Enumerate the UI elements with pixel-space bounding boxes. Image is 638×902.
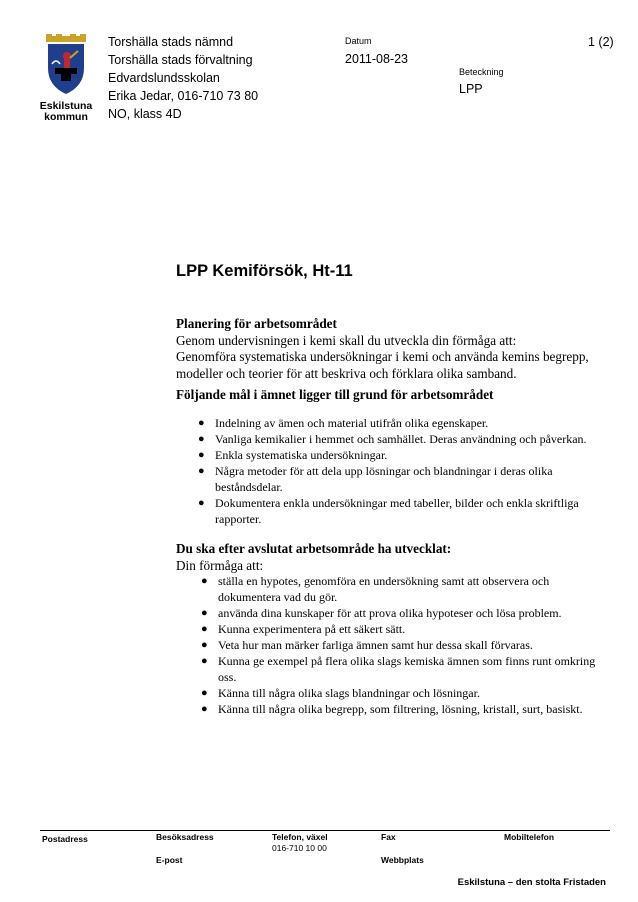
reference-label: Beteckning	[459, 67, 504, 77]
goal-text: Dokumentera enkla undersökningar med tabeller, bilder och enkla skriftliga rapporter.	[215, 496, 579, 526]
list-item: ● Indelning av ämen och material utifrån olika egenskaper.	[198, 416, 489, 430]
outcome-text: Veta hur man märker farliga ämnen samt hur dessa skall förvaras.	[218, 638, 533, 652]
eskilstuna-logo	[39, 34, 93, 123]
list-item: ● Några metoder för att dela upp lösningar och blandningar i deras olika beståndsdelar.	[198, 464, 553, 494]
municipality-slogan: Eskilstuna – den stolta Fristaden	[457, 877, 606, 888]
phone-value: 016-710 10 00	[272, 843, 327, 853]
goal-text: Indelning av ämen och material utifrån olika egenskaper.	[215, 416, 489, 430]
list-item: ● Vanliga kemikalier i hemmet och samhället. Deras användning och påverkan.	[198, 432, 587, 446]
fax-label: Fax	[381, 832, 396, 842]
outcome-text: använda dina kunskaper för att prova olika hypoteser och lösa problem.	[218, 606, 562, 620]
planning-line: modeller och teorier för att beskriva och förklara olika samband.	[176, 365, 517, 381]
planning-line: Genom undervisningen i kemi skall du utveckla din förmåga att:	[176, 332, 517, 348]
outcome-text: Känna till några olika slags blandningar och lösningar.	[218, 686, 480, 700]
list-item: ● använda dina kunskaper för att prova olika hypoteser och lösa problem.	[201, 606, 562, 620]
goal-text: Några metoder för att dela upp lösningar och blandningar i deras olika beståndsdelar.	[215, 464, 553, 494]
website-label: Webbplats	[381, 855, 424, 865]
planning-heading: Planering för arbetsområdet	[176, 316, 337, 331]
goals-heading: Följande mål i ämnet ligger till grund för arbetsområdet	[176, 387, 494, 402]
outcome-section-header	[176, 541, 451, 574]
sender-line: Edvardslundsskolan	[108, 71, 220, 85]
logo-text-line1: Eskilstuna	[39, 100, 93, 112]
outcome-text: Känna till några olika begrepp, som filtrering, lösning, kristall, surt, basiskt.	[218, 702, 583, 716]
coat-of-arms-icon	[40, 34, 92, 96]
email-label: E-post	[156, 855, 183, 865]
sender-block	[108, 33, 258, 123]
list-item: ● ställa en hypotes, genomföra en undersökning samt att observera och dokumentera vad du gör.	[201, 574, 550, 604]
date-value: 2011-08-23	[345, 52, 409, 66]
outcome-text: Kunna experimentera på ett säkert sätt.	[218, 622, 406, 636]
list-item: ● Känna till några olika slags blandningar och lösningar.	[201, 686, 480, 700]
goal-text: Vanliga kemikalier i hemmet och samhället. Deras användning och påverkan.	[215, 432, 587, 446]
date-label: Datum	[345, 36, 372, 46]
sender-line: Torshälla stads nämnd	[108, 35, 234, 49]
list-item: ● Enkla systematiska undersökningar.	[198, 448, 388, 462]
outcome-text: ställa en hypotes, genomföra en undersökning samt att observera och dokumentera vad du gör.	[218, 574, 550, 604]
logo-text-line2: kommun	[44, 111, 88, 123]
outcome-heading: Du ska efter avslutat arbetsområde ha utvecklat:	[176, 541, 452, 556]
list-item: ● Dokumentera enkla undersökningar med tabeller, bilder och enkla skriftliga rapporter.	[198, 496, 579, 526]
list-item: ● Kunna ge exempel på flera olika slags kemiska ämnen som finns runt omkring oss.	[201, 654, 596, 684]
goals-list	[198, 415, 595, 527]
sender-line: NO, klass 4D	[108, 107, 182, 121]
outcome-text: Kunna ge exempel på flera olika slags kemiska ämnen som finns runt omkring oss.	[218, 654, 596, 684]
postal-address-label: Postadress	[42, 834, 88, 844]
phone-label: Telefon, växel	[272, 832, 328, 842]
planning-section	[176, 316, 616, 382]
mobile-label: Mobiltelefon	[504, 832, 555, 842]
footer-divider	[40, 830, 610, 831]
outcome-intro: Din förmåga att:	[176, 557, 264, 573]
list-item: ● Veta hur man märker farliga ämnen samt hur dessa skall förvaras.	[201, 638, 533, 652]
goal-text: Enkla systematiska undersökningar.	[215, 448, 388, 462]
sender-line: Torshälla stads förvaltning	[108, 53, 253, 67]
list-item: ● Kunna experimentera på ett säkert sätt.	[201, 622, 406, 636]
document-title: LPP Kemiförsök, Ht-11	[176, 262, 353, 280]
page-number: 1 (2)	[588, 35, 614, 49]
visit-address-label: Besöksadress	[156, 832, 214, 842]
outcomes-list	[201, 573, 613, 717]
list-item: ● Känna till några olika begrepp, som filtrering, lösning, kristall, surt, basiskt.	[201, 702, 583, 716]
planning-line: Genomföra systematiska undersökningar i kemi och använda kemins begrepp,	[176, 349, 589, 364]
sender-line: Erika Jedar, 016-710 73 80	[108, 89, 259, 103]
reference-value: LPP	[459, 82, 483, 96]
